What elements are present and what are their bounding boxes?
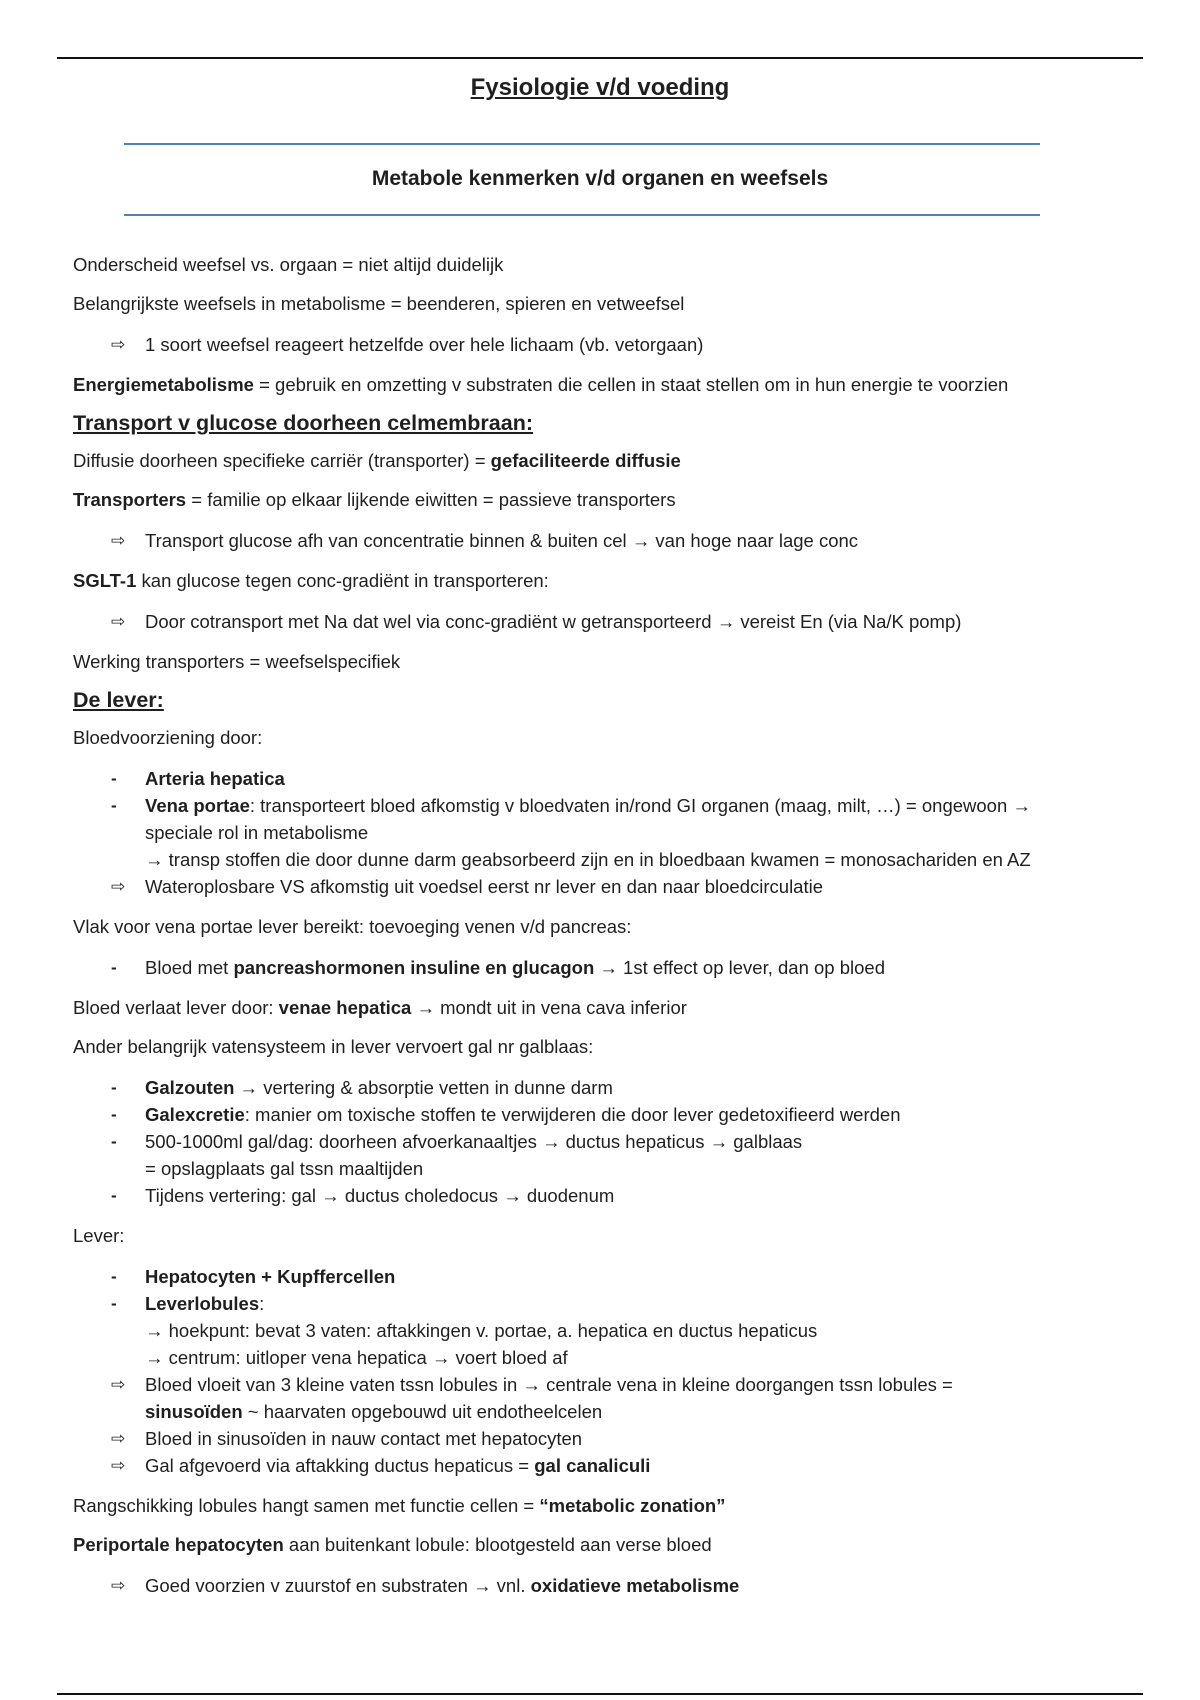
document-body — [73, 253, 1133, 1614]
list-item: - 500-1000ml gal/dag: doorheen afvoerkanaaltjes → ductus hepaticus → galblaas = opslagplaats gal tssn maaltijden — [73, 1128, 1133, 1182]
section-heading-lever: De lever: — [73, 688, 164, 712]
subtitle-rule-bottom — [124, 214, 1040, 216]
list-item: ⇨ Gal afgevoerd via aftakking ductus hepaticus = gal canaliculi — [73, 1452, 1133, 1479]
document-title: Fysiologie v/d voeding — [470, 74, 730, 101]
list-item: - Vena portae: transporteert bloed afkomstig v bloedvaten in/rond GI organen (maag, milt, …) = ongewoon → speciale rol in metabolisme → transp stoffen die door dunne darm geabsorbeerd zijn en in bloedbaan kwamen = monosachariden en AZ — [73, 792, 1133, 873]
paragraph: Vlak voor vena portae lever bereikt: toevoeging venen v/d pancreas: — [73, 916, 632, 937]
list-item: ⇨ Transport glucose afh van concentratie binnen & buiten cel → van hoge naar lage conc — [73, 527, 1133, 554]
list-item: ⇨ Goed voorzien v zuurstof en substraten → vnl. oxidatieve metabolisme — [73, 1572, 1133, 1599]
list-item: ⇨ 1 soort weefsel reageert hetzelfde over hele lichaam (vb. vetorgaan) — [73, 331, 1133, 358]
paragraph: Onderscheid weefsel vs. orgaan = niet altijd duidelijk — [73, 254, 504, 275]
paragraph: Ander belangrijk vatensysteem in lever vervoert gal nr galblaas: — [73, 1036, 594, 1057]
paragraph: Belangrijkste weefsels in metabolisme = beenderen, spieren en vetweefsel — [73, 293, 685, 314]
arrow-list — [73, 331, 1133, 358]
paragraph: Energiemetabolisme = gebruik en omzetting v substraten die cellen in staat stellen om in hun energie te voorzien — [73, 374, 1009, 395]
bullet-list — [73, 765, 1133, 900]
section-subtitle: Metabole kenmerken v/d organen en weefsels — [371, 167, 829, 190]
paragraph: Rangschikking lobules hangt samen met functie cellen = “metabolic zonation” — [73, 1495, 726, 1516]
subtitle-rule-top — [124, 143, 1040, 145]
list-item: ⇨ Wateroplosbare VS afkomstig uit voedsel eerst nr lever en dan naar bloedcirculatie — [73, 873, 1133, 900]
arrow-icon: ⇨ — [111, 1456, 126, 1475]
arrow-list — [73, 527, 1133, 554]
paragraph: Diffusie doorheen specifieke carriër (transporter) = gefaciliteerde diffusie — [73, 450, 681, 471]
list-item: ⇨ Bloed in sinusoïden in nauw contact met hepatocyten — [73, 1425, 1133, 1452]
dash-bullet: - — [111, 1267, 117, 1286]
paragraph: SGLT-1 kan glucose tegen conc-gradiënt in transporteren: — [73, 570, 549, 591]
paragraph: Werking transporters = weefselspecifiek — [73, 651, 401, 672]
arrow-icon: ⇨ — [111, 612, 126, 631]
list-item: ⇨ Door cotransport met Na dat wel via conc-gradiënt w getransporteerd → vereist En (via Na/K pomp) — [73, 608, 1133, 635]
bullet-list — [73, 1263, 1133, 1479]
arrow-list — [73, 608, 1133, 635]
arrow-icon: ⇨ — [111, 877, 126, 896]
dash-bullet: - — [111, 1132, 117, 1151]
paragraph: Bloedvoorziening door: — [73, 727, 263, 748]
list-item: - Tijdens vertering: gal → ductus choledocus → duodenum — [73, 1182, 1133, 1209]
arrow-icon: ⇨ — [111, 1429, 126, 1448]
dash-bullet: - — [111, 769, 117, 788]
list-item: - Hepatocyten + Kupffercellen — [73, 1263, 1133, 1290]
dash-bullet: - — [111, 1186, 117, 1205]
list-item: - Arteria hepatica — [73, 765, 1133, 792]
paragraph: Bloed verlaat lever door: venae hepatica → mondt uit in vena cava inferior — [73, 997, 687, 1018]
section-heading-glucose: Transport v glucose doorheen celmembraan: — [73, 411, 533, 435]
list-item: ⇨ Bloed vloeit van 3 kleine vaten tssn lobules in → centrale vena in kleine doorgangen tssn lobules = sinusoïden ~ haarvaten opgebouwd uit endotheelcelen — [73, 1371, 1133, 1425]
arrow-icon: ⇨ — [111, 335, 126, 354]
list-item: - Leverlobules: → hoekpunt: bevat 3 vaten: aftakkingen v. portae, a. hepatica en ductus hepaticus → centrum: uitloper vena hepatica → voert bloed af — [73, 1290, 1133, 1371]
paragraph: Periportale hepatocyten aan buitenkant lobule: blootgesteld aan verse bloed — [73, 1534, 712, 1555]
bullet-list — [73, 954, 1133, 981]
dash-bullet: - — [111, 1078, 117, 1097]
dash-bullet: - — [111, 796, 117, 815]
footer-rule — [57, 1693, 1143, 1695]
list-item: - Galzouten → vertering & absorptie vetten in dunne darm — [73, 1074, 1133, 1101]
paragraph: Transporters = familie op elkaar lijkende eiwitten = passieve transporters — [73, 489, 676, 510]
bullet-list — [73, 1074, 1133, 1209]
paragraph: Lever: — [73, 1225, 125, 1246]
list-item: - Galexcretie: manier om toxische stoffen te verwijderen die door lever gedetoxifieerd werden — [73, 1101, 1133, 1128]
arrow-icon: ⇨ — [111, 1576, 126, 1595]
dash-bullet: - — [111, 1294, 117, 1313]
header-rule — [57, 57, 1143, 59]
list-item: - Bloed met pancreashormonen insuline en glucagon → 1st effect op lever, dan op bloed — [73, 954, 1133, 981]
arrow-icon: ⇨ — [111, 531, 126, 550]
dash-bullet: - — [111, 1105, 117, 1124]
dash-bullet: - — [111, 958, 117, 977]
arrow-icon: ⇨ — [111, 1375, 126, 1394]
arrow-list — [73, 1572, 1133, 1599]
